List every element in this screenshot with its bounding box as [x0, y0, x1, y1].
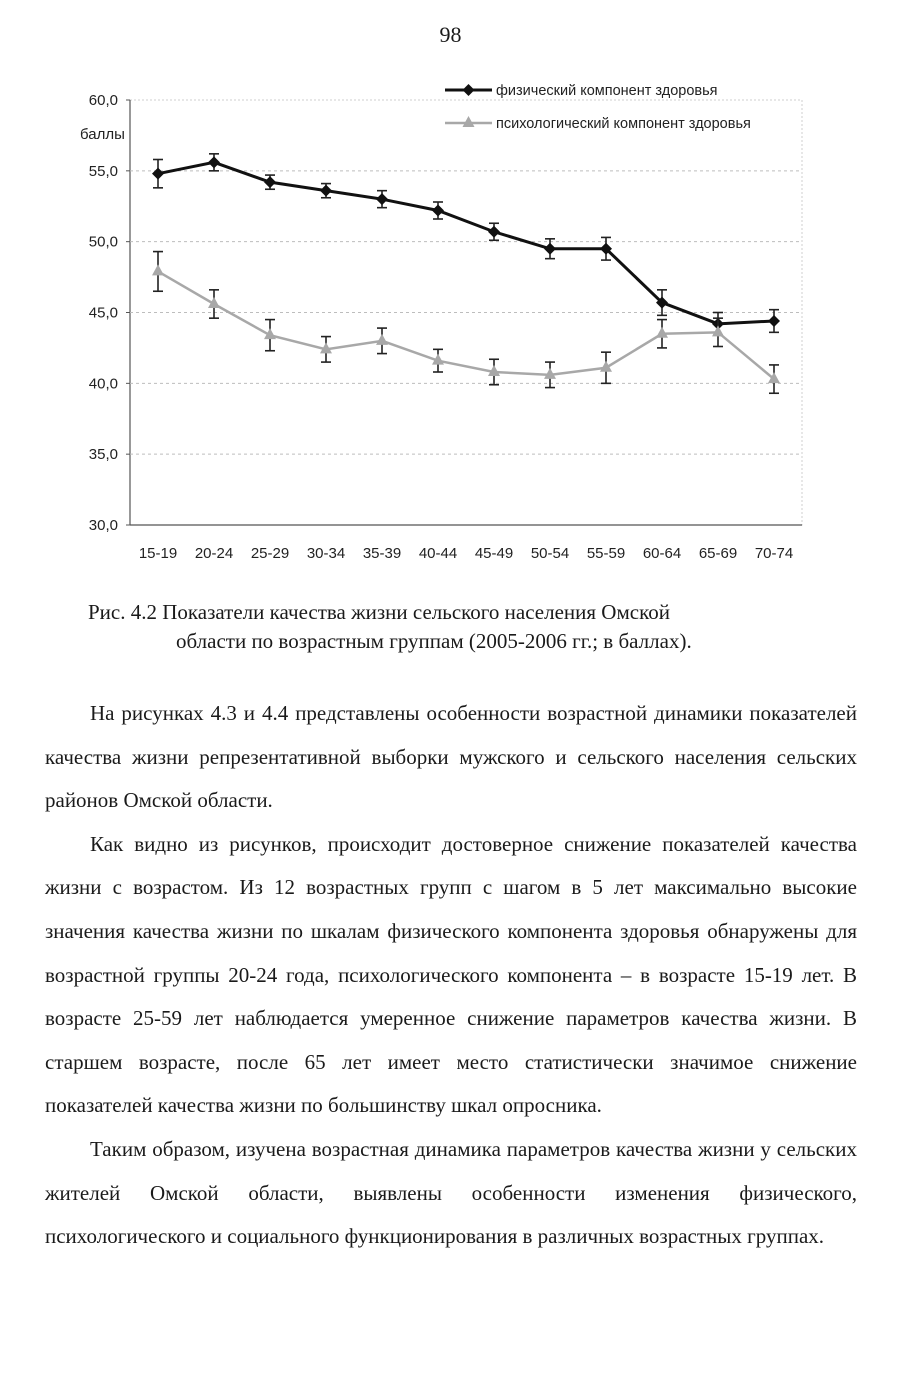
legend-marker: [463, 84, 475, 96]
page-number: 98: [439, 22, 462, 47]
data-point: [768, 372, 780, 383]
x-tick-label: 15-19: [138, 545, 178, 562]
x-tick-label: 35-39: [362, 545, 402, 562]
x-tick-label: 40-44: [418, 545, 458, 562]
series-line: [158, 162, 774, 324]
y-axis-label: баллы: [80, 126, 125, 143]
caption-line-1: Рис. 4.2 Показатели качества жизни сельского населения Омской: [88, 600, 670, 624]
data-point: [656, 327, 668, 338]
data-point: [768, 315, 780, 327]
y-tick-label: 55,0: [88, 162, 118, 180]
legend-label: психологический компонент здоровья: [496, 116, 751, 132]
data-point: [544, 243, 556, 255]
data-point: [208, 156, 220, 168]
x-tick-label: 65-69: [698, 545, 738, 562]
caption-line-2: области по возрастным группам (2005-2006 гг.; в баллах).: [176, 629, 692, 653]
x-tick-label: 45-49: [474, 545, 514, 562]
x-tick-label: 55-59: [586, 545, 626, 562]
x-tick-label: 30-34: [306, 545, 346, 562]
legend-label: физический компонент здоровья: [496, 83, 718, 99]
x-tick-label: 70-74: [754, 545, 794, 562]
data-point: [488, 226, 500, 238]
y-tick-label: 35,0: [88, 446, 118, 464]
paragraph-2: Как видно из рисунков, происходит достоверное снижение показателей качества жизни с возрастом. Из 12 возрастных групп с шагом в 5 лет максимально высокие значения качества жизни по шкалам физического компонента здоровья обнаружены для возрастной группы 20-24 года, психологического компонента – в возрасте 15-19 лет. В возрасте 25-59 лет наблюдается умеренное снижение параметров качества жизни. В старшем возрасте, после 65 лет имеет место статистически значимое снижение показателей качества жизни по большинству шкал опросника.: [45, 831, 857, 1118]
y-tick-label: 60,0: [88, 92, 118, 109]
figure-caption: [88, 598, 848, 656]
y-tick-label: 45,0: [88, 304, 118, 322]
age-quality-of-life-chart: [60, 78, 820, 578]
data-point: [432, 205, 444, 217]
paragraph-1: На рисунках 4.3 и 4.4 представлены особенности возрастной динамики показателей качества жизни репрезентативной выборки мужского и сельского населения сельских районов Омской области.: [45, 701, 857, 813]
y-tick-label: 50,0: [88, 233, 118, 251]
x-tick-label: 20-24: [194, 545, 234, 562]
data-point: [712, 325, 724, 336]
x-tick-label: 25-29: [250, 545, 290, 562]
data-point: [264, 176, 276, 188]
data-point: [320, 185, 332, 197]
series-line: [158, 271, 774, 379]
data-point: [152, 168, 164, 180]
data-point: [152, 264, 164, 275]
data-point: [376, 334, 388, 345]
legend-marker: [463, 116, 475, 127]
y-tick-label: 40,0: [88, 375, 118, 393]
body-text: [45, 692, 857, 1259]
x-tick-label: 50-54: [530, 545, 570, 562]
y-tick-label: 30,0: [88, 517, 118, 534]
data-point: [376, 193, 388, 205]
x-tick-label: 60-64: [642, 545, 682, 562]
paragraph-3: Таким образом, изучена возрастная динамика параметров качества жизни у сельских жителей Омской области, выявлены особенности изменения физического, психологического и социального функционирования в различных возрастных группах.: [45, 1136, 857, 1249]
